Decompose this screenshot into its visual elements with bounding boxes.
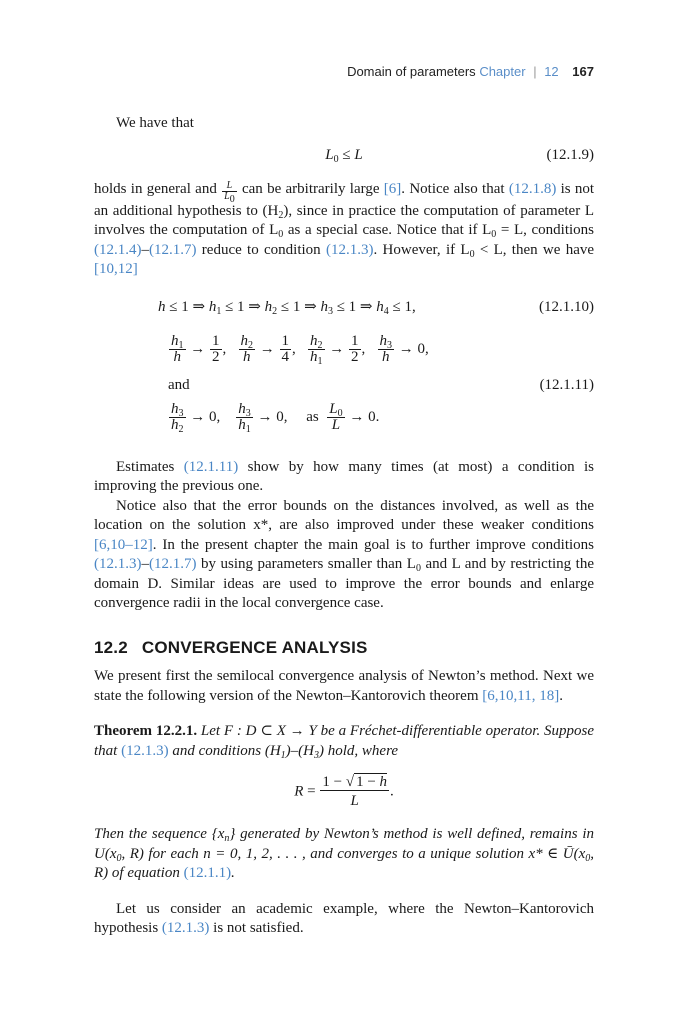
paragraph-1: holds in general and $\frac{L}{L_0}$ can be arbitrarily large [6]. Notice also that (12.1.8) is not an additional hypothesis to $(H_2)$, since in practice the computation of parameter L involves the computation of $L_0$ as a special case. Notice that if $L_0 = L$, conditions (12.1.4)–(12.1.7) reduce to condition (12.1.3). However, if $L_0 < L$, then we have [10,12] [94, 179, 595, 277]
citation-link[interactable]: [6] [383, 180, 402, 197]
equation-ref-link[interactable]: (12.1.3) [325, 241, 374, 258]
equation-number: (12.1.9) [546, 146, 594, 163]
paragraph-4: We present first the semilocal convergence analysis of Newton’s method. Next we state the following version of the Newton–Kantorovich theorem [6,10,11, 18]. [94, 668, 594, 704]
equation-12-1-11: $\frac{h_1}{h}$ → $\frac{1}{2}$ , $\frac{h_2}{h}$ → $\frac{1}{4}$ , $\frac{h_2}{h_1}$ → $\frac{1}{2}$ , $\frac{h_3}{h}$ → 0, and (12.1.11) $\frac{h_3}{h_2}$ → 0, $\frac{h_3}{h_1}$ → 0, as $\frac{L_0}{L}$ → 0. [168, 332, 594, 435]
citation-link[interactable]: [6,10–12] [94, 536, 153, 553]
section-heading [94, 638, 594, 658]
theorem-label: Theorem 12.2.1. [94, 723, 198, 739]
equation-R: R = $\frac{1 - √ 1 - h}{L}$ . [294, 774, 394, 809]
equation-ref-link[interactable]: (12.1.4) [94, 241, 142, 258]
equation-ref-link[interactable]: (12.1.3) [161, 920, 210, 936]
equation-ref-link[interactable]: (12.1.1) [183, 865, 232, 881]
page-number: 167 [572, 64, 594, 79]
equation-12-1-9: $L_0 \le L$ (12.1.9) [325, 146, 594, 165]
equation-12-1-10: h ≤ 1 ⇒ $h_1 \le 1$ ⇒ $h_2 \le 1$ ⇒ $h_3 \le 1$ ⇒ $h_4 \le 1$, (12.1.10) [158, 298, 594, 317]
section-title: Domain of parameters [347, 64, 476, 79]
paragraph-2: Estimates (12.1.11) show by how many times (at most) a condition is improving the previous one. [94, 458, 595, 494]
running-head [94, 64, 594, 79]
equation-ref-link[interactable]: (12.1.11) [183, 458, 239, 475]
theorem-statement: Theorem 12.2.1. Let F : D ⊂ X → Y be a Fréchet-differentiable operator. Suppose that (12.1.3) and conditions $(H_1)-(H_3)$ hold, where [94, 723, 594, 761]
header-separator: | [533, 64, 537, 79]
citation-link[interactable]: [6,10,11, 18] [482, 687, 560, 704]
chapter-number: 12 [544, 64, 559, 79]
equation-number: (12.1.10) [539, 298, 594, 315]
paragraph-5: Let us consider an academic example, where the Newton–Kantorovich hypothesis (12.1.3) is not satisfied. [94, 900, 594, 936]
section-number: 12.2 [94, 637, 128, 657]
equation-number: (12.1.11) [539, 376, 594, 393]
page-body [94, 114, 594, 939]
equation-ref-link[interactable]: (12.1.7) [149, 556, 197, 572]
equation-ref-link[interactable]: (12.1.3) [121, 742, 169, 759]
section-title: CONVERGENCE ANALYSIS [141, 637, 368, 657]
theorem-conclusion: Then the sequence $\{x_n\}$ generated by Newton’s method is well defined, remains in $U(x_0$, R) for each n = 0, 1, 2, . . . , and converges to a unique solution x* ∈ $Ū(x_0$, R) of equation (12.1.1). [94, 826, 595, 881]
equation-ref-link[interactable]: (12.1.3) [94, 556, 142, 572]
intro-line: We have that [116, 115, 194, 131]
citation-link[interactable]: [10,12] [94, 261, 138, 277]
equation-ref-link[interactable]: (12.1.7) [149, 241, 197, 258]
chapter-label: Chapter [479, 64, 526, 79]
and-word: and [168, 376, 190, 393]
paragraph-3: Notice also that the error bounds on the distances involved, as well as the location on the solution x*, are also improved under these weaker conditions [6,10–12]. In the present chapter the main goal is to further improve conditions (12.1.3)–(12.1.7) by using parameters smaller than $L_0$ and L and by restricting the domain D. Similar ideas are used to improve the error bounds and enlarge convergence radii in the local convergence case. [94, 497, 594, 611]
equation-ref-link[interactable]: (12.1.8) [508, 180, 557, 197]
